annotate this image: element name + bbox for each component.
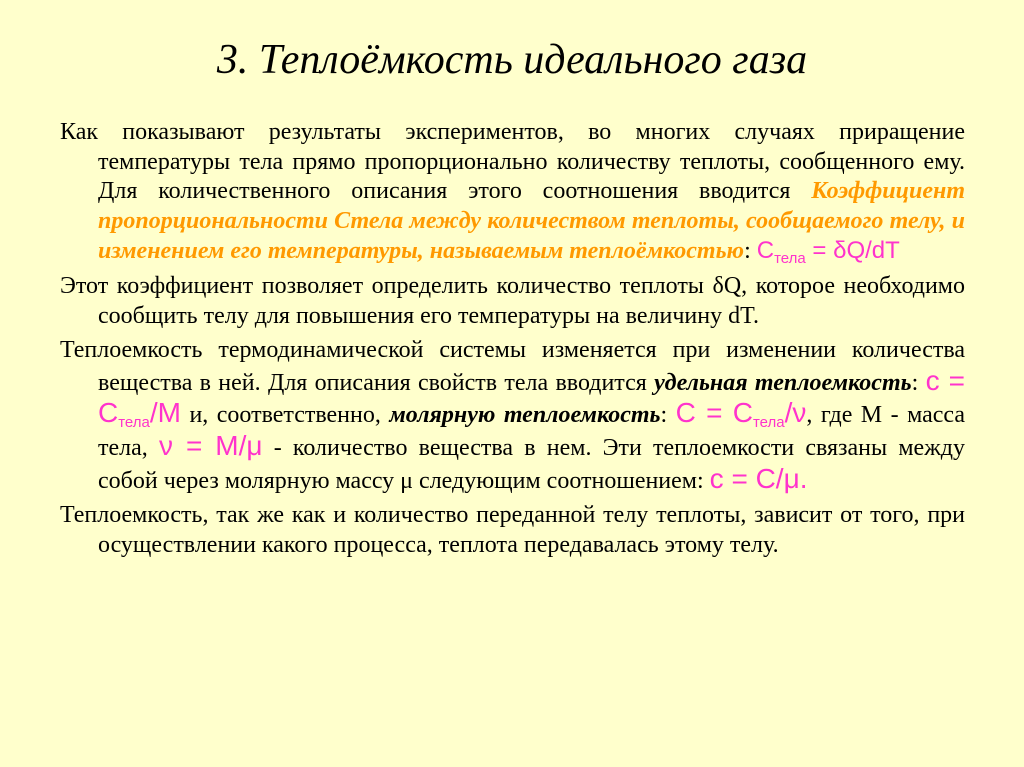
slide-body — [60, 118, 965, 565]
paragraph-2: Этот коэффициент позволяет определить количество теплоты δQ, которое необходимо сообщить телу для повышения его температуры на величину dT. — [60, 272, 965, 329]
term-specific-heat: удельная теплоемкость — [654, 369, 912, 396]
p3-text-3: , где М - масса тела, — [98, 402, 965, 461]
formula-amount: ν = М/μ — [158, 429, 263, 461]
p1-text: Как показывают результаты экспериментов, во многих случаях приращение температуры тела прямо пропорционально количеству теплоты, сообщенного ему. Для количественного описания этого соотношения вводится — [60, 119, 965, 205]
p3-text-2: и, соответственно, — [180, 402, 390, 429]
p3-text-1: Теплоемкость термодинамической системы изменяется при изменении количества вещества в ней. Для описания свойств тела вводится — [60, 337, 965, 396]
formula-heat-capacity: $C_{тела} = \delta Q/dT$ — [756, 237, 900, 268]
p1-highlight: Коэффициент пропорциональности Стела между количеством теплоты, сообщаемого телу, и изменением его температуры, называемым теплоёмкостью — [98, 178, 965, 265]
formula-relation: с = С/μ. — [709, 462, 808, 494]
paragraph-1 — [60, 118, 965, 267]
paragraph-4: Теплоемкость, так же как и количество переданной телу теплоты, зависит от того, при осуществлении какого процесса, теплота передавалась этому телу. — [60, 502, 965, 558]
formula-specific-heat: $с = С_{тела}/М$ — [98, 364, 965, 432]
slide-title: 3. Теплоёмкость идеального газа — [216, 37, 808, 83]
paragraph-3: Теплоемкость термодинамической системы изменяется при изменении количества вещества в ней. Для описания свойств тела вводится удельная теплоемкость: $с = С_{тела}/М$ и, соответственно, молярную теплоемкость: $С = С_{тела}/\nu$, где М - масса тела, ν = М/μ - количество вещества в нем. Эти теплоемкости связаны между собой через молярную массу μ следующим соотношением: с = С/μ. — [60, 337, 965, 494]
term-molar-heat: молярную теплоемкость — [389, 402, 661, 429]
p3-text-4: - количество вещества в нем. Эти теплоемкости связаны между собой через молярную массу μ следующим соотношением: — [98, 434, 965, 494]
formula-molar-heat: $С = С_{тела}/\nu$ — [675, 397, 807, 432]
p1-colon: : — [744, 238, 757, 265]
